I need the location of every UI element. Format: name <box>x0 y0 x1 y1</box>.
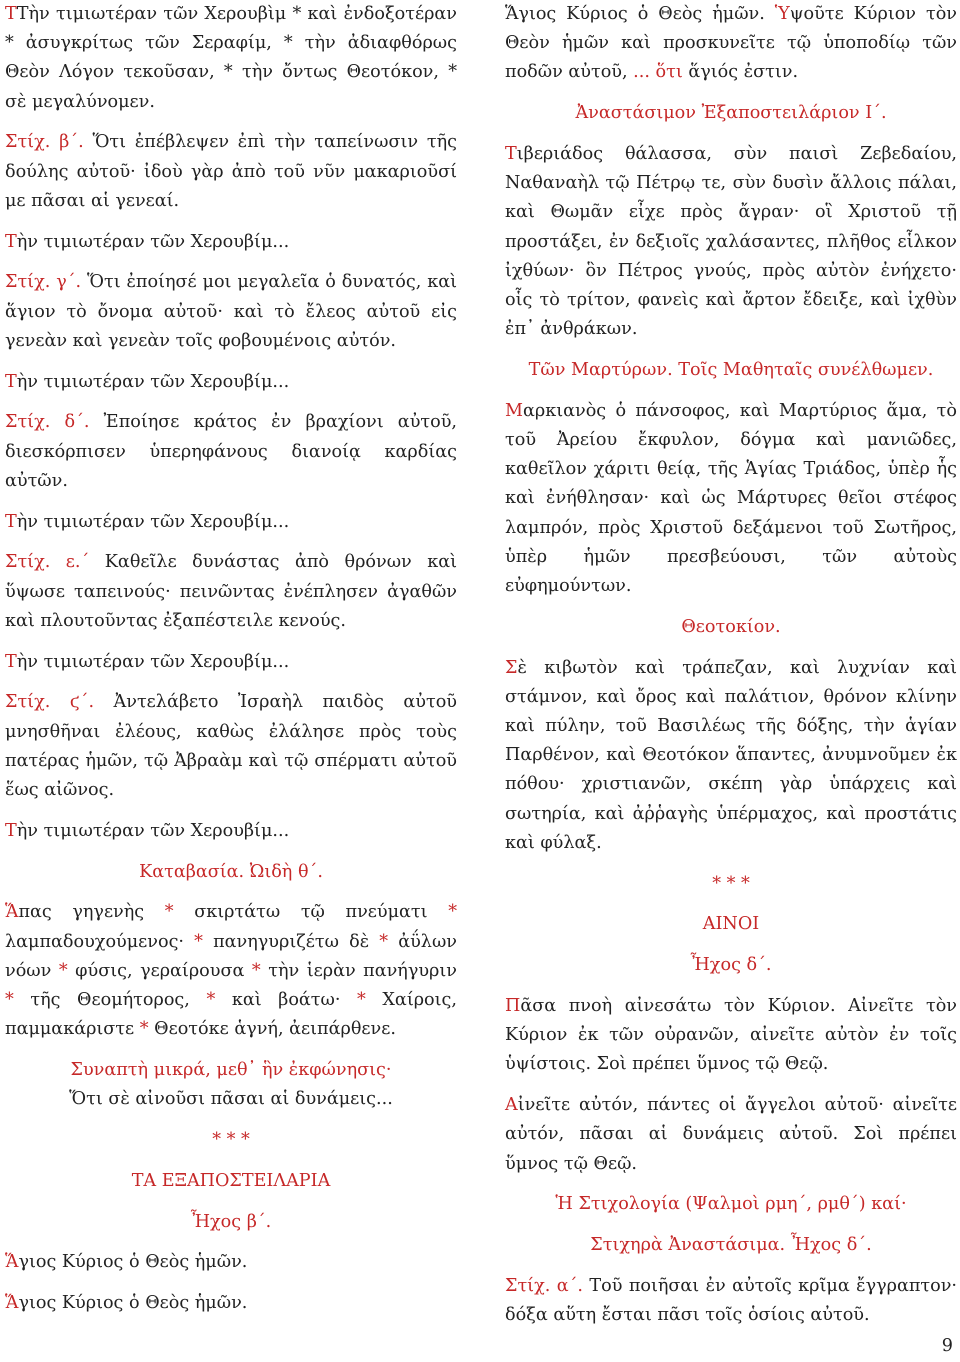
verse-star: * <box>139 1019 149 1040</box>
verse-star: * <box>357 990 366 1011</box>
verse-star: * <box>5 990 14 1011</box>
verse-text: Ἐποίησε κράτος ἐν βραχίονι αὐτοῦ, διεσκόρπισεν ὑπερηφάνους διανοίᾳ καρδίας αὐτῶν. <box>5 412 457 491</box>
drop-initial: Τ <box>5 231 17 252</box>
drop-initial: Τ <box>5 4 17 24</box>
stichologia-heading: Ἡ Στιχολογία (Ψαλμοὶ ρμη΄, ρμθ΄) καί· <box>555 1194 907 1215</box>
verse-label: Στίχ. ε.΄ <box>5 552 90 573</box>
ainoi-heading: ΑΙΝΟΙ <box>702 914 760 935</box>
verse-star: * <box>164 902 174 923</box>
drop-initial: Σ <box>505 657 518 678</box>
stichera-heading: Στιχηρὰ Ἀναστάσιμα. Ἦχος δ΄. <box>590 1235 872 1256</box>
refrain-text: ὴν τιμιωτέραν τῶν Χερουβίμ... <box>16 371 290 392</box>
verse-star: * <box>194 931 203 952</box>
theotokion-text <box>505 654 957 858</box>
verse-2 <box>5 128 457 216</box>
hymn-text: ψοῦτε Κύριον τὸν Θεὸν ἡμῶν καὶ προσκυνεῖτε τῷ ὑποποδίῳ τῶν ποδῶν αὐτοῦ, <box>505 4 957 83</box>
verse-1 <box>505 1272 957 1330</box>
verse-label: Στίχ. β΄. <box>5 132 84 153</box>
katavasia-text <box>5 898 457 1044</box>
verse-star: * <box>379 931 389 952</box>
verse-text: Ὅτι ἐποίησέ μοι μεγαλεῖα ὁ δυνατός, καὶ ἅγιον τὸ ὄνομα αὐτοῦ· καὶ τὸ ἔλεος αὐτοῦ εἰς γενεὰν καὶ γενεὰν τοῖς φοβουμένοις αὐτόν. <box>5 272 457 351</box>
hymn-text: φύσις, γεραίρουσα <box>67 960 252 981</box>
refrain-text: ὴν τιμιωτέραν τῶν Χερουβίμ... <box>16 511 290 532</box>
refrain-text: ὴν τιμιωτέραν τῶν Χερουβίμ... <box>16 820 290 841</box>
ainoi-verse-2 <box>505 1091 957 1179</box>
exapostilaria-heading: ΤΑ ΕΞΑΠΟΣΤΕΙΛΑΡΙΑ <box>131 1170 331 1191</box>
verse-5 <box>5 548 457 636</box>
hymn-text: τῆς Θεομήτορος, <box>13 990 207 1011</box>
theotokion-heading: Θεοτοκίον. <box>681 616 781 637</box>
drop-initial: Τ <box>5 651 17 672</box>
ainoi-verse-1 <box>505 992 957 1080</box>
hymn-text: καὶ βοάτω· <box>215 990 358 1011</box>
section-separator: * * * <box>212 1130 250 1151</box>
drop-initial: Ἅ <box>5 902 19 923</box>
hymn-text: ἀΰλων νόων <box>5 931 457 981</box>
verse-label: Στίχ. γ΄. <box>5 272 82 293</box>
drop-initial: Τ <box>5 511 17 532</box>
verse-text: Τοῦ ποιῆσαι ἐν αὐτοῖς κρῖμα ἔγγραπτον· δόξα αὕτη ἔσται πᾶσι τοῖς ὁσίοις αὐτοῦ. <box>505 1276 957 1326</box>
synapti-rubric: Συναπτὴ μικρά, μεθ᾿ ἣν ἐκφώνησις· <box>70 1060 392 1081</box>
right-column <box>505 0 957 1342</box>
verse-label: Στίχ. δ΄. <box>5 412 90 433</box>
verse-star: * <box>448 902 457 923</box>
agios-verse <box>505 0 957 88</box>
hymn-text: Ἅγιος Κύριος ὁ Θεὸς ἡμῶν. <box>505 4 775 24</box>
verse-text: Ὅτι ἐπέβλεψεν ἐπὶ τὴν ταπείνωσιν τῆς δούλης αὐτοῦ· ἰδοὺ γὰρ ἀπὸ τοῦ νῦν μακαριοῦσί με πᾶσαι αἱ γενεαί. <box>5 132 457 211</box>
drop-initial: Ἅ <box>5 1293 19 1314</box>
drop-initial: Α <box>505 1095 518 1116</box>
verse-text: Καθεῖλε δυνάστας ἀπὸ θρόνων καὶ ὕψωσε ταπεινούς· πεινῶντας ἐνέπλησεν ἀγαθῶν καὶ πλουτοῦντας ἐξαπέστειλε κενούς. <box>5 552 458 631</box>
refrain-cue: ... ὅτι <box>633 62 683 83</box>
verse-3 <box>5 268 457 356</box>
refrain <box>5 508 457 537</box>
drop-initial: Π <box>505 996 521 1017</box>
hymn-text: Τὴν τιμιωτέραν τῶν Χερουβὶμ * καὶ ἐνδοξοτέραν * ἀσυγκρίτως τῶν Σεραφίμ, * τὴν ἀδιαφθόρως Θεὸν Λόγον τεκοῦσαν, * τὴν ὄντως Θεοτόκον, * σὲ μεγαλύνομεν. <box>5 4 457 112</box>
ekfonisis-text: Ὅτι σὲ αἰνοῦσι πᾶσαι αἱ δυνάμεις... <box>69 1089 393 1110</box>
hymn-text: ὲ κιβωτὸν καὶ τράπεζαν, καὶ λυχνίαν καὶ στάμνον, καὶ ὄρος καὶ παλάτιον, θρόνον κλίνην καὶ πύλην, τοῦ Βασιλέως τῆς δόξης, τὴν ἁγίαν Παρθένον, καὶ Θεοτόκον ἅπαντες, ἀνυμνοῦμεν ἐκ πόθου· χριστιανῶν, σκέπη γὰρ ὑπάρχεις καὶ σωτηρία, καὶ ἀῤῥαγὴς ὑπέρμαχος, καὶ προστάτις καὶ φύλαξ. <box>505 657 957 853</box>
left-column <box>5 0 457 1330</box>
hymn-text: τὴν ἱερὰν πανήγυριν <box>260 960 457 981</box>
hymn-text: σκιρτάτω τῷ πνεύματι <box>173 902 449 923</box>
agios-line <box>5 1289 457 1318</box>
martyrs-heading: Τῶν Μαρτύρων. Τοῖς Μαθηταῖς συνέλθωμεν. <box>528 360 934 381</box>
exapostilarion-heading: Ἀναστάσιμον Ἐξαποστειλάριον Ι΄. <box>575 103 887 124</box>
refrain <box>5 228 457 257</box>
agios-line <box>5 1248 457 1277</box>
hymn-text: γιος Κύριος ὁ Θεὸς ἡμῶν. <box>18 1252 248 1273</box>
section-separator: * * * <box>712 873 750 894</box>
verse-label: Στίχ. ϛ΄. <box>5 692 95 713</box>
katavasia-heading: Καταβασία. Ὠιδὴ θ΄. <box>139 861 323 882</box>
verse-star: * <box>58 960 68 981</box>
drop-initial: Ὑ <box>774 4 790 24</box>
drop-initial: Μ <box>505 400 524 421</box>
hymn-text: πανηγυριζέτω δὲ <box>202 931 380 952</box>
drop-initial: Τ <box>505 144 517 164</box>
hymn-text: πας γηγενὴς <box>18 902 165 923</box>
hymn-text: ἰνεῖτε αὐτόν, πάντες οἱ ἄγγελοι αὐτοῦ· αἰνεῖτε αὐτόν, πᾶσαι αἱ δυνάμεις αὐτοῦ. Σοὶ πρέπει ὕμνος τῷ Θεῷ. <box>505 1095 957 1174</box>
refrain <box>5 648 457 677</box>
drop-initial: Ἅ <box>5 1252 19 1273</box>
tone-heading: Ἦχος δ΄. <box>690 955 772 976</box>
drop-initial: Τ <box>5 371 17 392</box>
verse-4 <box>5 408 457 496</box>
hymn-text: ιβεριάδος θάλασσα, σὺν παισὶ Ζεβεδαίου, Ναθαναὴλ τῷ Πέτρῳ τε, σὺν δυσὶν ἄλλοις πάλαι, καὶ Θωμᾶν εἶχε πρὸς ἄγραν· οἳ Χριστοῦ τῇ προστάξει, ἐν δεξιοῖς χαλάσαντες, πλῆθος εἷλκον ἰχθύων· ὃν Πέτρος γνούς, πρὸς αὐτὸν ἐνήχετο· οἷς τὸ τρίτον, φανεὶς καὶ ἄρτον ἔδειξε, καὶ ἰχθὺν ἐπ᾿ ἀνθράκων. <box>505 144 957 340</box>
verse-star: * <box>251 960 261 981</box>
hymn-text: γιος Κύριος ὁ Θεὸς ἡμῶν. <box>18 1293 248 1314</box>
verse-star: * <box>206 990 216 1011</box>
martyrs-text <box>505 397 957 601</box>
hymn-text: Χαίροις, παμμακάριστε <box>5 990 457 1040</box>
refrain <box>5 368 457 397</box>
exapostilarion-text <box>505 140 957 344</box>
drop-initial: Τ <box>5 820 17 841</box>
refrain <box>5 817 457 846</box>
refrain-text: ὴν τιμιωτέραν τῶν Χερουβίμ... <box>16 231 290 252</box>
hymn-text: ἅγιός ἐστιν. <box>682 62 799 83</box>
verse-text: Ἀντελάβετο Ἰσραὴλ παιδὸς αὐτοῦ μνησθῆναι ἐλέους, καθὼς ἐλάλησε πρὸς τοὺς πατέρας ἡμῶν, τῷ Ἀβραὰμ καὶ τῷ σπέρματι αὐτοῦ ἕως αἰῶνος. <box>5 692 457 801</box>
refrain-text: ὴν τιμιωτέραν τῶν Χερουβίμ... <box>16 651 290 672</box>
hymn-text: Θεοτόκε ἁγνή, ἀειπάρθενε. <box>148 1019 396 1040</box>
megalynarion-text <box>5 0 457 117</box>
verse-6 <box>5 688 457 805</box>
hymn-text: αρκιανὸς ὁ πάνσοφος, καὶ Μαρτύριος ἅμα, τὸ τοῦ Ἀρείου ἔκφυλον, δόγμα καὶ μανιῶδες, καθεῖλον χάριτι θείᾳ, τῆς Ἁγίας Τριάδος, ὑπὲρ ἧς καὶ ἐνήθλησαν· καὶ ὡς Μάρτυρες θεῖοι στέφος λαμπρόν, πρὸς Χριστοῦ δεξάμενοι τοῦ Σωτῆρος, ὑπὲρ ἡμῶν πρεσβεύουσι, τῶν αὐτοὺς εὐφημούντων. <box>505 400 957 597</box>
page-number: 9 <box>941 1336 953 1356</box>
tone-heading: Ἦχος β΄. <box>190 1211 272 1232</box>
hymn-text: λαμπαδουχούμενος· <box>5 931 195 952</box>
hymn-text: ᾶσα πνοὴ αἰνεσάτω τὸν Κύριον. Αἰνεῖτε τὸν Κύριον ἐκ τῶν οὐρανῶν, αἰνεῖτε αὐτὸν ἐν τοῖς ὑψίστοις. Σοὶ πρέπει ὕμνος τῷ Θεῷ. <box>505 996 957 1075</box>
verse-label: Στίχ. α΄. <box>505 1276 583 1297</box>
